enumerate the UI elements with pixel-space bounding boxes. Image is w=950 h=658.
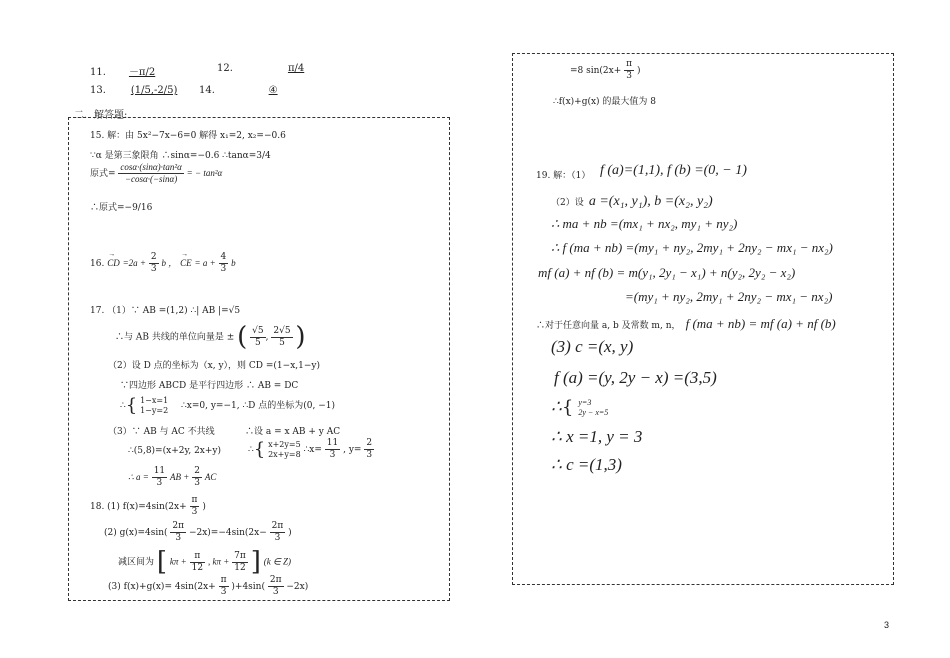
p19-sys-eq2: 2y − x=5 [578,407,609,417]
p17-line4: ∵四边形 ABCD 是平行四边形 ∴ AB = DC [120,381,299,391]
p18-l2-f2-den: 3 [274,533,281,543]
q13-label: 13. [90,85,106,96]
a11-value: －π/2 [128,67,156,78]
p17-x-label: ∴x= [303,445,322,455]
p18-l1-end: ) [202,502,206,512]
p18-l3-a: kπ + [169,556,187,567]
p18-l3-f2-den: 12 [234,562,246,573]
answer-11 [90,63,175,78]
p16-frac2-num: 4 [220,252,227,262]
p17-sys1-eq2: 1−y=2 [140,405,169,415]
p18-l4-end: −2x) [286,582,309,592]
p16-line [90,252,236,275]
p16-frac2-den: 3 [220,264,227,274]
q12-label: 12. [217,63,233,74]
a14-value: ④ [268,85,278,96]
right-line2: ∴f(x)+g(x) 的最大值为 8 [553,97,657,107]
p19-line7 [536,313,836,332]
p18-l3-f1-den: 12 [191,562,204,573]
p17-line7: ∴(5,8)=(x+2y, 2x+y) [128,446,222,456]
p17-l8-mid: AB + [170,472,190,482]
p19-line11: ∴ x =1, y = 3 [551,427,643,446]
p15-fraction [118,162,183,185]
p17-x-den: 3 [329,450,336,460]
p18-l2-text: (2) g(x)=4sin( [104,528,168,538]
p19-l7-math: f (ma + nb) = mf (a) + nf (b) [685,316,836,331]
p17-line5: ∴{ 1−x=1 1−y=2 ∴x=0, y=−1, ∴D 点的坐标为(0, −1) [120,395,335,416]
p17-line8 [128,466,216,489]
p17-y-num: 2 [366,438,373,448]
p15-prefix: 原式= [90,169,116,179]
p17-l5-rest: ∴x=0, y=−1, ∴D 点的坐标为(0, −1) [181,401,335,411]
p18-l4-den: 3 [220,587,227,597]
p17-frac-b [271,326,292,349]
p18-l2-f2-num: 2π [271,521,284,531]
p19-line1: f (a)=(1,1), f (b) =(0, − 1) [600,163,747,178]
p17-y-label: , y= [343,445,362,455]
p17-x-num: 11 [326,438,339,448]
r1-frac [624,59,634,82]
p18-l1-text: 18. (1) f(x)=4sin(2x+ [90,502,187,512]
p17-line3: （2）设 D 点的坐标为（x, y），则 CD =(1−x,1−y) [108,361,320,371]
p17-sys1-eq1: 1−x=1 [140,395,169,405]
p17-l2-text: ∴与 AB 共线的单位向量是 ± [115,332,235,343]
p18-line1 [90,495,206,518]
p17-system1 [140,396,168,416]
p15-denominator: −cosα·(−sinα) [124,174,178,184]
p17-frac-a-num: √5 [252,325,264,336]
p17-y-frac [364,438,374,461]
answer-12 [217,63,356,74]
q11-label: 11. [90,67,106,78]
p19-system [578,398,608,418]
p17-line6-right: ∴设 a = x AB + y AC [245,427,341,437]
p17-l8-f2-den: 3 [194,478,200,488]
p18-l2-den: 3 [175,533,182,543]
p15-line3 [90,162,222,185]
p18-l2-frac2 [270,521,286,544]
r1-den: 3 [626,71,632,81]
a13-value: (1/5,-2/5) [130,85,178,96]
r1-num: π [626,59,633,69]
p18-l4-mid: )+4sin( [231,582,265,592]
p19-line5: mf (a) + nf (b) = m(y₁, 2y₁ − x₁) + n(y₂, 2y₂ − x₂) [538,265,796,280]
p16-b2: b [231,258,236,268]
p15-numerator: cosα·(sinα)·tan²α [120,162,182,172]
p17-l8-f2-num: 2 [194,466,200,476]
p17-frac-a [250,326,265,349]
p18-l3-f1-num: π [190,551,205,563]
right-line1 [570,59,640,82]
p17-line1: 17. （1）∵ AB =(1,2) ∴| AB |=√5 [90,306,241,316]
p17-frac-b-den: 5 [279,337,285,348]
answer-13 [90,85,199,96]
p19-line12: ∴ c =(1,3) [551,455,622,474]
p16-frac1-num: 2 [150,252,157,262]
q14-label: 14. [199,85,215,96]
vector-cd: → CD [107,258,120,268]
p17-l8-frac1 [152,466,167,489]
p15-line2: ∵α 是第三象限角 ∴sinα=−0.6 ∴tanα=3/4 [90,151,271,161]
p18-l3-frac2 [232,551,248,574]
p17-l8-frac2 [192,466,202,489]
p18-l3-f2-num: 7π [234,550,246,561]
p18-l4-frac [219,575,229,598]
p19-l7-pre: ∴对于任意向量 a, b 及常数 m, n， [536,321,681,331]
p18-l2-mid: −2x)=−4sin(2x− [188,528,267,538]
p17-l8-f1-den: 3 [156,478,163,488]
p17-l8-f1-num: 11 [153,466,166,476]
p17-system2 [268,440,301,460]
p18-line2 [104,521,292,544]
p19-sys-eq1: y=3 [578,397,592,407]
r1-end: ) [636,66,641,76]
p19-line3: ∴ ma + nb =(mx₁ + nx₂, my₁ + ny₂) [551,216,738,231]
p17-sys2-eq1: x+2y=5 [268,439,301,449]
p17-line7-right: ∴{ x+2y=5 2x+y=8 ∴x= $\frac{11}{3}$ , y= $\frac{2}{3}$ [248,438,373,460]
p16-eq2: = a + [194,258,216,268]
page-number: 3 [884,620,890,630]
p17-frac-b-num: 2√5 [273,325,291,336]
p16-frac1-den: 3 [150,264,157,274]
p19-l2-math: a =(x₁, y₁), b =(x₂, y₂) [588,194,713,209]
p18-l2-frac [170,521,186,544]
p17-frac-a-den: 5 [255,337,261,348]
p17-line6: （3）∵ AB 与 AC 不共线 [108,427,215,437]
p16-frac1 [149,252,159,275]
p18-l1-num: π [191,495,198,505]
p17-l8-end: AC [204,472,217,482]
p17-l8-prefix: ∴ a = [128,472,149,482]
p16-eq1: =2a + [122,258,146,268]
p18-l2-end: ) [288,528,292,538]
p15-line1: 15. 解：由 5x²−7x−6=0 解得 x₁=2, x₂=−0.6 [90,131,286,141]
p17-sys2-eq2: 2x+y=8 [268,449,301,459]
p18-l3-b: , kπ + [207,556,230,567]
p18-l4-f2-num: 2π [269,575,282,585]
p19-line9: f (a) =(y, 2y − x) =(3,5) [554,368,717,387]
p18-l4-text: (3) f(x)+g(x)= 4sin(2x+ [108,582,216,592]
p18-l2-num: 2π [172,521,185,531]
p19-label: 19. 解：（1） [536,171,591,181]
p19-line10: ∴{ y=3 2y − x=5 [551,397,609,418]
p18-l3-frac1 [190,551,205,574]
p18-l4-frac2 [268,575,284,598]
p18-l4-num: π [220,575,227,585]
p15-suffix: = − tan²α [186,168,223,178]
p19-line4: ∴ f (ma + nb) =(my₁ + ny₂, 2my₁ + 2ny₂ − mx₁ − nx₂) [551,240,833,255]
section-title: 二．解答题: [74,110,128,121]
p15-line4: ∴原式=−9/16 [90,203,153,213]
p18-l3-end: (k ∈ Z) [263,556,292,567]
p17-y-den: 3 [366,450,373,460]
p18-l3-text: 减区间为 [118,557,155,568]
p19-line2 [551,190,713,210]
p16-label: 16. [90,259,105,269]
p19-line8: (3) c =(x, y) [551,337,634,356]
p18-l1-frac [190,495,200,518]
answer-14 [199,85,328,96]
p18-l4-f2-den: 3 [272,587,279,597]
vector-ce: → CE [180,258,192,268]
p16-b1: b ， [161,258,178,268]
p19-l2-pre: （2）设 [551,198,584,208]
p18-line3: 减区间为 [ kπ + $\frac{\pi}{12}$ , kπ + $\frac{7\pi}{12}$ ] (k ∈ Z) [118,547,292,577]
p16-frac2 [219,252,229,275]
a12-value: π/4 [287,63,305,74]
p17-x-frac [325,438,340,461]
r1-text: =8 sin(2x+ [570,66,622,76]
p18-line4 [108,575,308,598]
p17-line2: ∴与 AB 共线的单位向量是 ± ( $\frac{√5}{5}$ , $\frac{2√5}{5}$ ) [115,322,306,352]
p18-l1-den: 3 [191,507,198,517]
p19-line6: =(my₁ + ny₂, 2my₁ + 2ny₂ − mx₁ − nx₂) [625,289,833,304]
